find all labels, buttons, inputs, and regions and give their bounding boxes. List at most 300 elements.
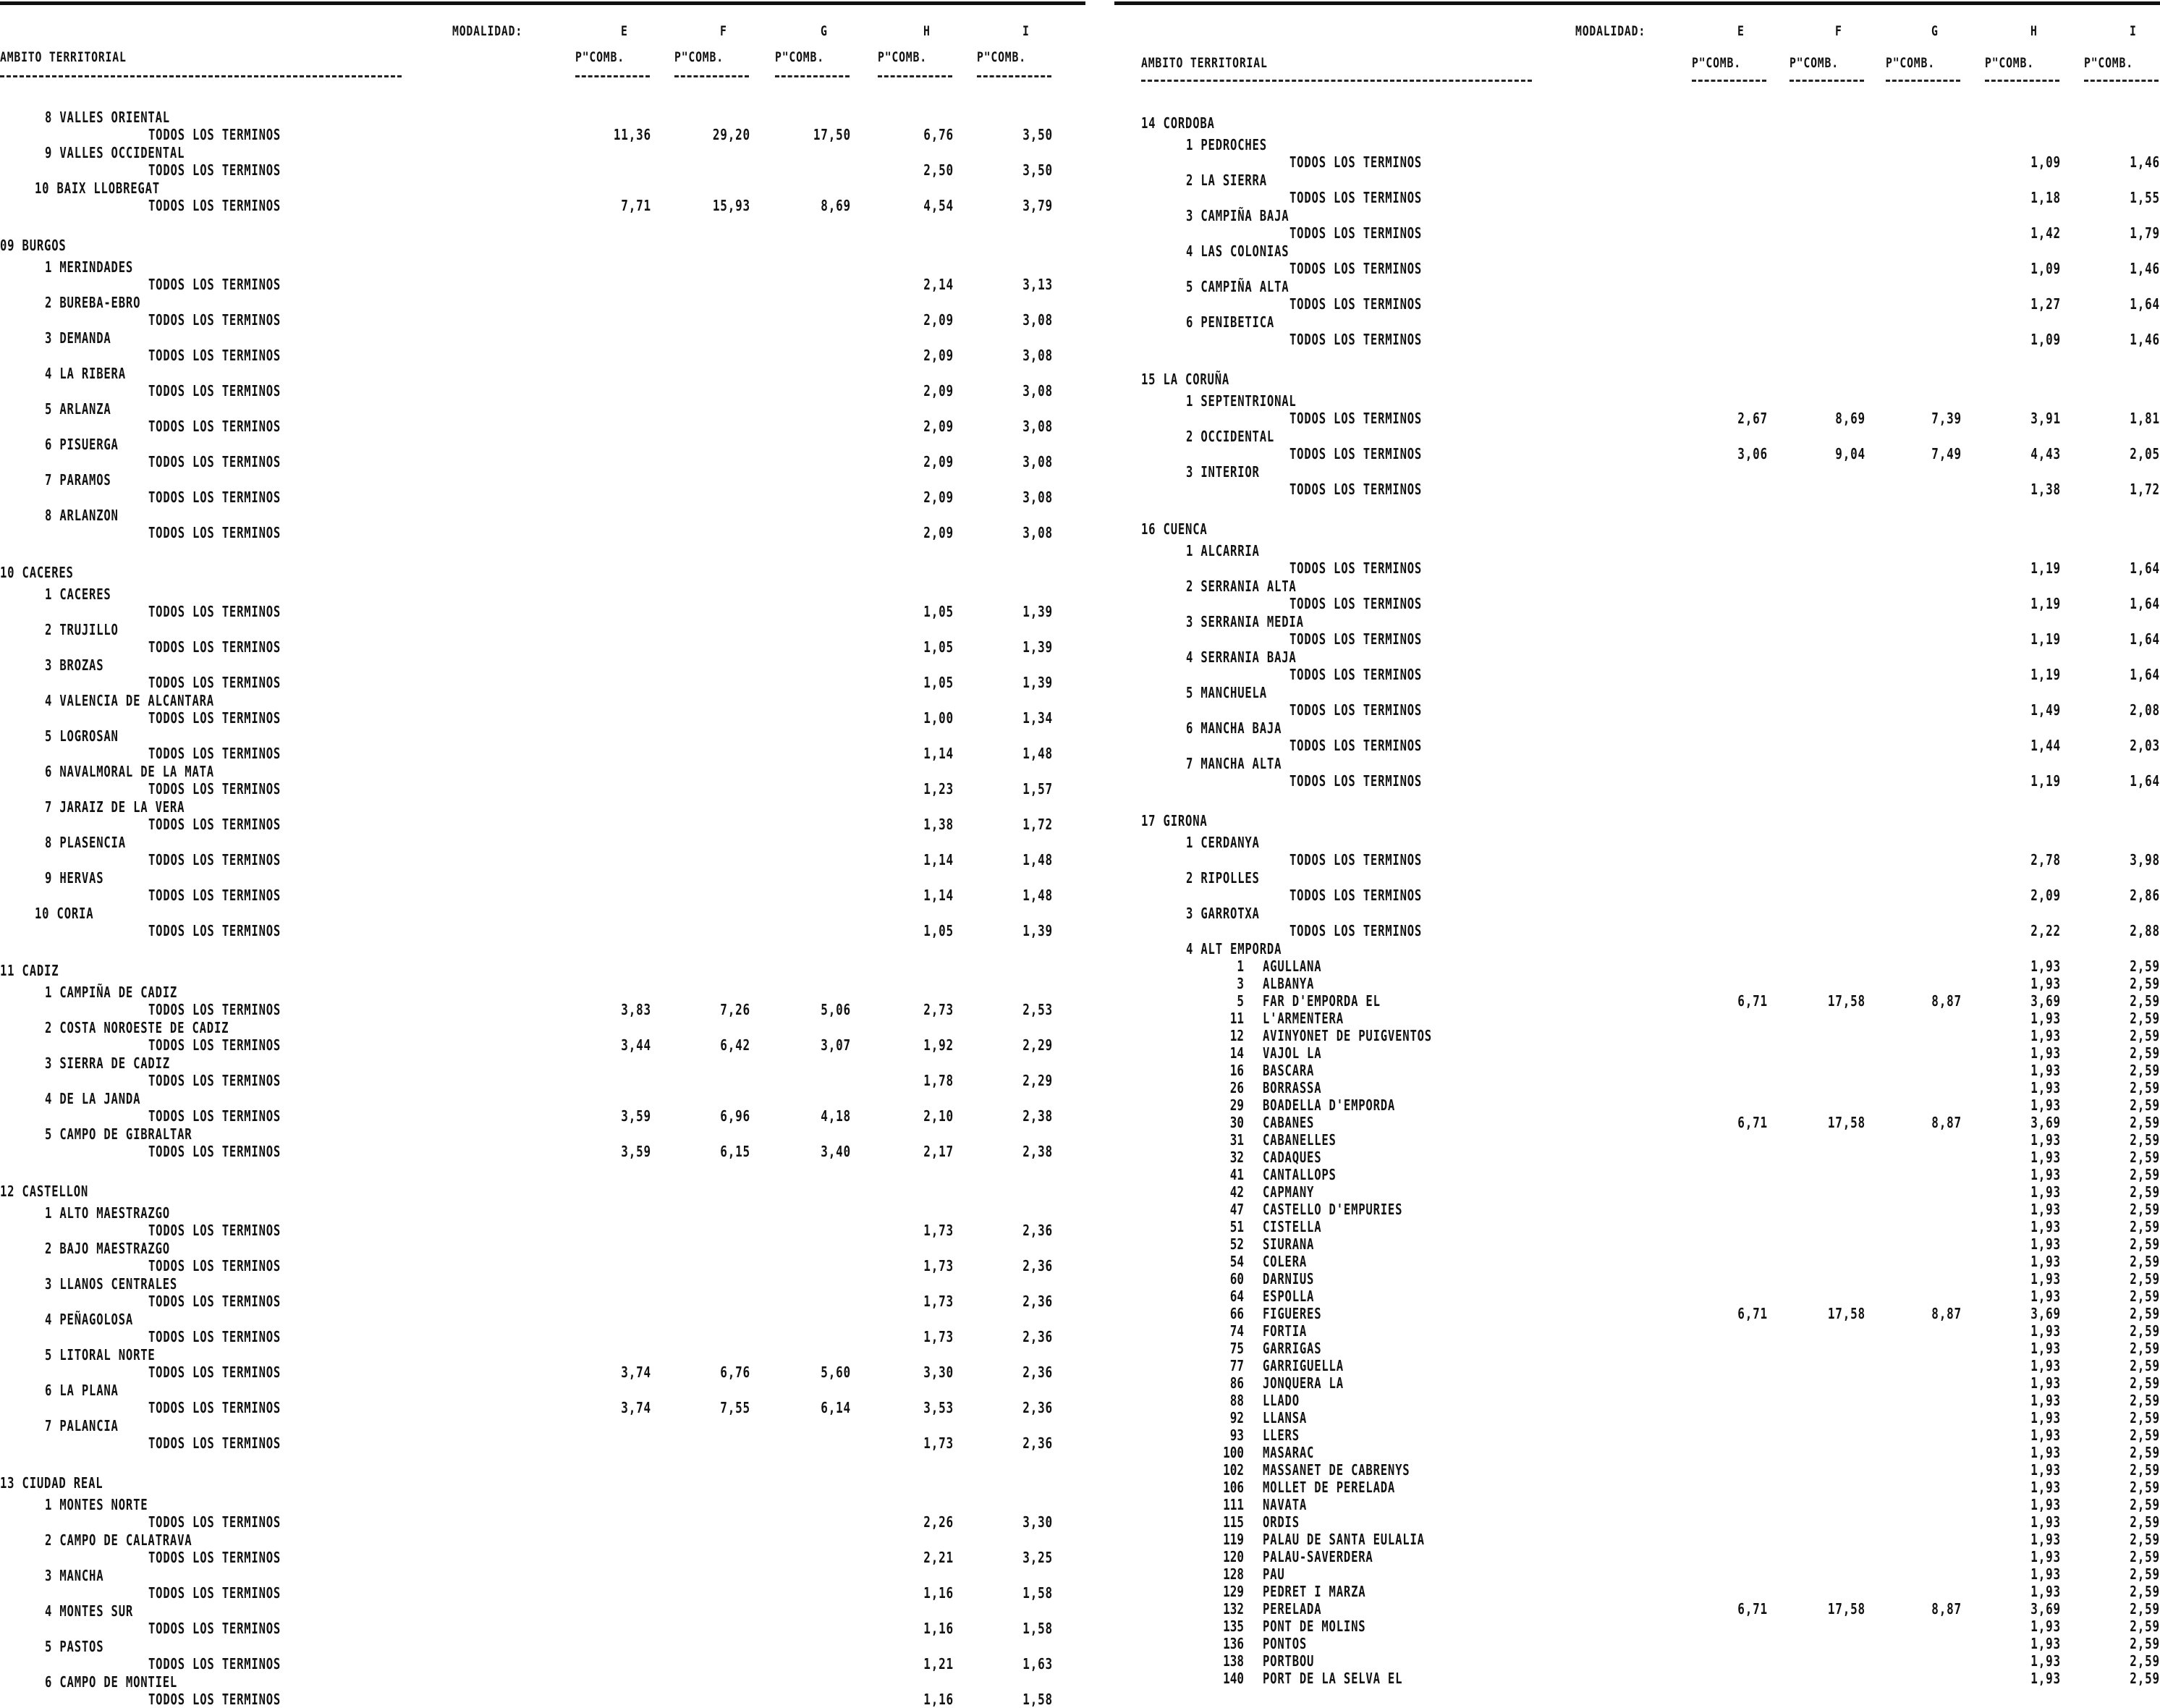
comarca-label: 5 PASTOS (45, 1638, 104, 1655)
table-row (0, 276, 1085, 293)
comarca-name (0, 1346, 1085, 1364)
value-i: 2,59 (2130, 1513, 2160, 1531)
ambito-label: AMBITO TERRITORIAL (1141, 55, 1268, 71)
value-h: 1,19 (2030, 630, 2061, 648)
comarca-label: 4 ALT EMPORDA (1186, 940, 1282, 957)
municipio-code: 106 (1223, 1479, 1244, 1496)
unit-underline (1985, 80, 2059, 82)
municipio-code: 132 (1223, 1600, 1244, 1618)
value-i: 3,50 (1022, 161, 1053, 179)
comarca-name (1114, 313, 2160, 331)
comarca-name (0, 692, 1085, 709)
value-i: 1,39 (1022, 638, 1053, 656)
table-row (1114, 295, 2160, 313)
todos-label: TODOS LOS TERMINOS (148, 603, 281, 620)
ambito-underline (1141, 80, 1532, 82)
value-h: 1,42 (2030, 224, 2061, 242)
comarca-name (0, 294, 1085, 311)
modalidad-g: G (1931, 23, 1939, 39)
value-h: 1,93 (2030, 1027, 2061, 1044)
value-h: 2,26 (923, 1513, 954, 1531)
municipio-name: BORRASSA (1263, 1079, 1322, 1096)
value-h: 1,93 (2030, 1218, 2061, 1235)
comarca-label: 2 BAJO MAESTRAZGO (45, 1240, 170, 1257)
table-row (1114, 481, 2160, 498)
municipio-code: 26 (1229, 1079, 1244, 1096)
municipio-name: PORT DE LA SELVA EL (1263, 1670, 1403, 1687)
municipio-code: 30 (1229, 1114, 1244, 1131)
municipio-code: 100 (1223, 1444, 1244, 1461)
ambito-label: AMBITO TERRITORIAL (0, 49, 127, 65)
todos-label: TODOS LOS TERMINOS (148, 1001, 281, 1018)
todos-label: TODOS LOS TERMINOS (148, 126, 281, 143)
comarca-label: 5 LITORAL NORTE (45, 1346, 156, 1364)
value-e: 3,74 (621, 1399, 651, 1416)
comarca-label: 4 VALENCIA DE ALCANTARA (45, 692, 214, 709)
value-h: 2,09 (923, 453, 954, 470)
table-row (0, 780, 1085, 798)
municipio-code: 14 (1229, 1044, 1244, 1062)
table-row (0, 603, 1085, 620)
province-name: 16 CUENCA (1141, 520, 1208, 538)
todos-label: TODOS LOS TERMINOS (1289, 595, 1423, 612)
value-f: 6,96 (720, 1107, 750, 1125)
municipio-name: MASSANET DE CABRENYS (1263, 1461, 1410, 1479)
value-h: 3,69 (2030, 1305, 2061, 1322)
municipio-name: PEDRET I MARZA (1263, 1583, 1366, 1600)
todos-label: TODOS LOS TERMINOS (148, 1107, 281, 1125)
comarca-label: 3 MANCHA (45, 1567, 104, 1584)
municipio-name: PONTOS (1263, 1635, 1308, 1652)
municipio-name: BOADELLA D'EMPORDA (1263, 1096, 1396, 1114)
value-i: 3,08 (1022, 453, 1053, 470)
comarca-label: 4 SERRANIA BAJA (1186, 648, 1297, 666)
todos-label: TODOS LOS TERMINOS (148, 745, 281, 762)
comarca-name (0, 621, 1085, 638)
todos-label: TODOS LOS TERMINOS (1289, 737, 1423, 754)
todos-label: TODOS LOS TERMINOS (1289, 445, 1423, 462)
comarca-name (1114, 648, 2160, 666)
value-h: 2,78 (2030, 851, 2061, 868)
value-i: 2,59 (2130, 1444, 2160, 1461)
comarca-label: 6 PENIBETICA (1186, 313, 1275, 331)
value-i: 3,50 (1022, 126, 1053, 143)
value-h: 1,93 (2030, 1496, 2061, 1513)
todos-label: TODOS LOS TERMINOS (148, 1364, 281, 1381)
value-i: 3,08 (1022, 489, 1053, 506)
table-row (1114, 1479, 2160, 1496)
value-i: 2,59 (2130, 1201, 2160, 1218)
todos-label: TODOS LOS TERMINOS (148, 276, 281, 293)
todos-label: TODOS LOS TERMINOS (148, 1620, 281, 1637)
value-i: 1,46 (2130, 153, 2160, 171)
comarca-name (0, 507, 1085, 524)
municipio-code: 11 (1229, 1010, 1244, 1027)
table-row (1114, 1600, 2160, 1618)
value-i: 2,59 (2130, 1183, 2160, 1201)
value-h: 1,93 (2030, 1618, 2061, 1635)
todos-label: TODOS LOS TERMINOS (148, 197, 281, 214)
table-row (1114, 1444, 2160, 1461)
value-i: 2,86 (2130, 887, 2160, 904)
value-h: 1,93 (2030, 1409, 2061, 1426)
value-g: 3,07 (821, 1036, 851, 1054)
municipio-name: L'ARMENTERA (1263, 1010, 1344, 1027)
comarca-name (0, 1275, 1085, 1293)
table-row (0, 1222, 1085, 1239)
municipio-code: 47 (1229, 1201, 1244, 1218)
value-e: 11,36 (613, 126, 651, 143)
value-h: 1,93 (2030, 1322, 2061, 1340)
unit-underline (1790, 80, 1864, 82)
unit-underline (674, 75, 749, 77)
table-row (0, 887, 1085, 904)
comarca-name (1114, 428, 2160, 445)
todos-label: TODOS LOS TERMINOS (148, 1072, 281, 1089)
value-h: 1,05 (923, 674, 954, 691)
municipio-code: 92 (1229, 1409, 1244, 1426)
comarca-label: 2 COSTA NOROESTE DE CADIZ (45, 1019, 229, 1036)
value-h: 2,09 (923, 311, 954, 329)
municipio-name: NAVATA (1263, 1496, 1308, 1513)
comarca-label: 7 JARAIZ DE LA VERA (45, 798, 185, 816)
todos-label: TODOS LOS TERMINOS (148, 453, 281, 470)
value-i: 2,59 (2130, 1670, 2160, 1687)
comarca-name (1114, 172, 2160, 189)
value-h: 2,22 (2030, 922, 2061, 939)
comarca-name (1114, 755, 2160, 772)
table-row (1114, 1218, 2160, 1235)
value-h: 1,93 (2030, 1426, 2061, 1444)
value-g: 5,06 (821, 1001, 851, 1018)
unit-label: P"COMB. (674, 49, 724, 65)
value-h: 2,09 (923, 382, 954, 399)
value-i: 3,98 (2130, 851, 2160, 868)
value-h: 1,38 (2030, 481, 2061, 498)
value-g: 8,87 (1931, 992, 1962, 1010)
todos-label: TODOS LOS TERMINOS (148, 1691, 281, 1708)
value-h: 1,93 (2030, 1253, 2061, 1270)
value-e: 3,44 (621, 1036, 651, 1054)
value-f: 17,58 (1827, 1600, 1865, 1618)
value-i: 2,59 (2130, 1600, 2160, 1618)
value-i: 2,36 (1022, 1222, 1053, 1239)
value-h: 1,93 (2030, 1357, 2061, 1374)
value-h: 1,93 (2030, 1461, 2061, 1479)
municipio-name: PALAU DE SANTA EULALIA (1263, 1531, 1425, 1548)
comarca-name (1114, 242, 2160, 260)
value-h: 1,73 (923, 1257, 954, 1274)
value-h: 1,93 (2030, 1513, 2061, 1531)
table-row (1114, 1357, 2160, 1374)
value-h: 2,10 (923, 1107, 954, 1125)
province-name: 14 CORDOBA (1141, 114, 1215, 132)
table-row (1114, 1027, 2160, 1044)
value-g: 17,50 (813, 126, 851, 143)
table-row (0, 851, 1085, 868)
todos-label: TODOS LOS TERMINOS (1289, 260, 1423, 277)
comarca-label: 3 SIERRA DE CADIZ (45, 1054, 170, 1072)
table-row (1114, 1114, 2160, 1131)
municipio-code: 1 (1237, 957, 1244, 975)
value-h: 1,16 (923, 1584, 954, 1602)
comarca-name (1114, 278, 2160, 295)
value-i: 1,58 (1022, 1584, 1053, 1602)
value-h: 1,93 (2030, 957, 2061, 975)
table-row (1114, 1548, 2160, 1565)
value-f: 8,69 (1835, 410, 1865, 427)
comarca-label: 3 BROZAS (45, 656, 104, 674)
comarca-label: 1 MERINDADES (45, 258, 134, 276)
comarca-name (0, 834, 1085, 851)
comarca-label: 7 PALANCIA (45, 1417, 119, 1434)
todos-label: TODOS LOS TERMINOS (1289, 153, 1423, 171)
value-i: 2,59 (2130, 1079, 2160, 1096)
table-row (1114, 1322, 2160, 1340)
value-g: 8,87 (1931, 1114, 1962, 1131)
table-row (1114, 1183, 2160, 1201)
value-i: 1,72 (2130, 481, 2160, 498)
table-row (1114, 1201, 2160, 1218)
municipio-code: 120 (1223, 1548, 1244, 1565)
value-f: 17,58 (1827, 1114, 1865, 1131)
value-h: 1,38 (923, 816, 954, 833)
top-rule (1114, 1, 2160, 5)
comarca-label: 2 RIPOLLES (1186, 869, 1260, 887)
value-i: 2,29 (1022, 1036, 1053, 1054)
comarca-label: 3 SERRANIA MEDIA (1186, 613, 1304, 630)
province-name: 13 CIUDAD REAL (0, 1474, 103, 1492)
comarca-label: 6 CAMPO DE MONTIEL (45, 1673, 178, 1691)
value-h: 1,09 (2030, 260, 2061, 277)
province-name: 17 GIRONA (1141, 812, 1208, 829)
value-i: 2,36 (1022, 1399, 1053, 1416)
table-row (0, 197, 1085, 214)
value-h: 1,14 (923, 887, 954, 904)
modalidad-h: H (923, 23, 931, 39)
municipio-name: GARRIGAS (1263, 1340, 1322, 1357)
municipio-name: SIURANA (1263, 1235, 1315, 1253)
value-h: 1,93 (2030, 1583, 2061, 1600)
value-g: 7,39 (1931, 410, 1962, 427)
value-i: 2,59 (2130, 1322, 2160, 1340)
modalidad-e: E (621, 23, 628, 39)
table-row (0, 524, 1085, 541)
table-row (1114, 1235, 2160, 1253)
value-h: 1,73 (923, 1293, 954, 1310)
municipio-code: 77 (1229, 1357, 1244, 1374)
value-f: 6,42 (720, 1036, 750, 1054)
comarca-label: 5 ARLANZA (45, 400, 111, 418)
table-row (1114, 992, 2160, 1010)
value-h: 6,76 (923, 126, 954, 143)
value-i: 2,59 (2130, 957, 2160, 975)
value-e: 3,59 (621, 1107, 651, 1125)
todos-label: TODOS LOS TERMINOS (148, 816, 281, 833)
comarca-label: 10 CORIA (35, 905, 94, 922)
municipio-code: 42 (1229, 1183, 1244, 1201)
value-h: 3,69 (2030, 992, 2061, 1010)
value-i: 2,59 (2130, 1305, 2160, 1322)
value-h: 1,93 (2030, 1531, 2061, 1548)
table-row (1114, 1409, 2160, 1426)
todos-label: TODOS LOS TERMINOS (148, 347, 281, 364)
value-h: 1,05 (923, 922, 954, 939)
comarca-label: 2 BUREBA-EBRO (45, 294, 141, 311)
todos-label: TODOS LOS TERMINOS (148, 1399, 281, 1416)
comarca-label: 5 MANCHUELA (1186, 684, 1267, 701)
value-h: 1,05 (923, 603, 954, 620)
value-e: 6,71 (1737, 1600, 1768, 1618)
value-f: 15,93 (712, 197, 750, 214)
municipio-code: 102 (1223, 1461, 1244, 1479)
value-i: 2,59 (2130, 1010, 2160, 1027)
comarca-name (0, 1602, 1085, 1620)
value-h: 2,09 (923, 347, 954, 364)
comarca-label: 6 NAVALMORAL DE LA MATA (45, 763, 214, 780)
todos-label: TODOS LOS TERMINOS (1289, 410, 1423, 427)
value-i: 2,59 (2130, 1548, 2160, 1565)
todos-label: TODOS LOS TERMINOS (148, 638, 281, 656)
value-i: 1,46 (2130, 260, 2160, 277)
value-i: 1,34 (1022, 709, 1053, 727)
value-h: 1,93 (2030, 1635, 2061, 1652)
value-h: 1,93 (2030, 1235, 2061, 1253)
province-header (1114, 371, 2160, 388)
value-i: 2,36 (1022, 1434, 1053, 1452)
province-header (0, 564, 1085, 581)
value-h: 4,54 (923, 197, 954, 214)
todos-label: TODOS LOS TERMINOS (1289, 701, 1423, 719)
value-i: 1,63 (1022, 1655, 1053, 1673)
comarca-name (0, 1125, 1085, 1143)
comarca-name (0, 1567, 1085, 1584)
value-i: 1,81 (2130, 410, 2160, 427)
value-e: 7,71 (621, 197, 651, 214)
table-row (0, 638, 1085, 656)
comarca-label: 7 MANCHA ALTA (1186, 755, 1282, 772)
comarca-name (0, 905, 1085, 922)
value-h: 1,49 (2030, 701, 2061, 719)
comarca-label: 1 CERDANYA (1186, 834, 1260, 851)
table-row (1114, 1583, 2160, 1600)
municipio-code: 135 (1223, 1618, 1244, 1635)
comarca-name (0, 258, 1085, 276)
todos-label: TODOS LOS TERMINOS (1289, 630, 1423, 648)
table-row (1114, 1166, 2160, 1183)
table-row (0, 816, 1085, 833)
comarca-name (0, 869, 1085, 887)
table-row (0, 1691, 1085, 1708)
todos-label: TODOS LOS TERMINOS (148, 489, 281, 506)
value-i: 2,53 (1022, 1001, 1053, 1018)
value-i: 2,59 (2130, 1461, 2160, 1479)
table-row (0, 418, 1085, 435)
value-e: 6,71 (1737, 1114, 1768, 1131)
value-h: 2,21 (923, 1549, 954, 1566)
value-h: 1,93 (2030, 1201, 2061, 1218)
table-row (1114, 559, 2160, 577)
comarca-label: 1 CAMPIÑA DE CADIZ (45, 984, 178, 1001)
comarca-label: 1 CACERES (45, 585, 111, 603)
table-row (0, 1620, 1085, 1637)
unit-underline (1692, 80, 1766, 82)
province-header (1114, 812, 2160, 829)
table-row (1114, 1096, 2160, 1114)
unit-label: P"COMB. (977, 49, 1026, 65)
unit-label: P"COMB. (1790, 55, 1839, 71)
municipio-code: 54 (1229, 1253, 1244, 1270)
todos-label: TODOS LOS TERMINOS (148, 418, 281, 435)
municipio-name: GARRIGUELLA (1263, 1357, 1344, 1374)
value-h: 1,93 (2030, 1340, 2061, 1357)
comarca-name (0, 763, 1085, 780)
table-row (1114, 410, 2160, 427)
value-h: 1,93 (2030, 1149, 2061, 1166)
value-i: 2,59 (2130, 1531, 2160, 1548)
comarca-label: 6 LA PLANA (45, 1382, 119, 1399)
comarca-name (0, 1311, 1085, 1328)
table-row (0, 922, 1085, 939)
unit-label: P"COMB. (775, 49, 824, 65)
modalidad-h: H (2030, 23, 2038, 39)
comarca-name (0, 1019, 1085, 1036)
province-header (1114, 114, 2160, 132)
value-i: 3,08 (1022, 524, 1053, 541)
unit-label: P"COMB. (2084, 55, 2133, 71)
comarca-name (1114, 940, 2160, 957)
municipio-code: 51 (1229, 1218, 1244, 1235)
table-row (1114, 1531, 2160, 1548)
value-i: 3,08 (1022, 382, 1053, 399)
todos-label: TODOS LOS TERMINOS (148, 709, 281, 727)
comarca-label: 8 PLASENCIA (45, 834, 126, 851)
value-i: 2,59 (2130, 1114, 2160, 1131)
value-i: 3,08 (1022, 418, 1053, 435)
value-i: 3,25 (1022, 1549, 1053, 1566)
todos-label: TODOS LOS TERMINOS (1289, 189, 1423, 206)
value-i: 2,36 (1022, 1257, 1053, 1274)
value-h: 1,73 (923, 1328, 954, 1345)
todos-label: TODOS LOS TERMINOS (1289, 559, 1423, 577)
municipio-name: PONT DE MOLINS (1263, 1618, 1366, 1635)
comarca-label: 4 MONTES SUR (45, 1602, 134, 1620)
value-i: 1,64 (2130, 595, 2160, 612)
value-i: 1,64 (2130, 666, 2160, 683)
comarca-label: 4 LAS COLONIAS (1186, 242, 1289, 260)
table-row (0, 1364, 1085, 1381)
todos-label: TODOS LOS TERMINOS (148, 382, 281, 399)
table-row (1114, 1079, 2160, 1096)
comarca-name (1114, 463, 2160, 481)
municipio-name: LLANSA (1263, 1409, 1308, 1426)
comarca-label: 10 BAIX LLOBREGAT (35, 179, 160, 197)
province-header (1114, 520, 2160, 538)
value-h: 1,93 (2030, 1652, 2061, 1670)
value-g: 5,60 (821, 1364, 851, 1381)
modalidad-label: MODALIDAD: (1575, 23, 1646, 39)
value-h: 2,17 (923, 1143, 954, 1160)
value-i: 2,05 (2130, 445, 2160, 462)
municipio-name: COLERA (1263, 1253, 1308, 1270)
comarca-name (0, 471, 1085, 489)
unit-label: P"COMB. (1985, 55, 2034, 71)
todos-label: TODOS LOS TERMINOS (148, 1143, 281, 1160)
value-h: 1,93 (2030, 1270, 2061, 1288)
value-i: 1,79 (2130, 224, 2160, 242)
comarca-label: 4 DE LA JANDA (45, 1090, 141, 1107)
municipio-code: 74 (1229, 1322, 1244, 1340)
